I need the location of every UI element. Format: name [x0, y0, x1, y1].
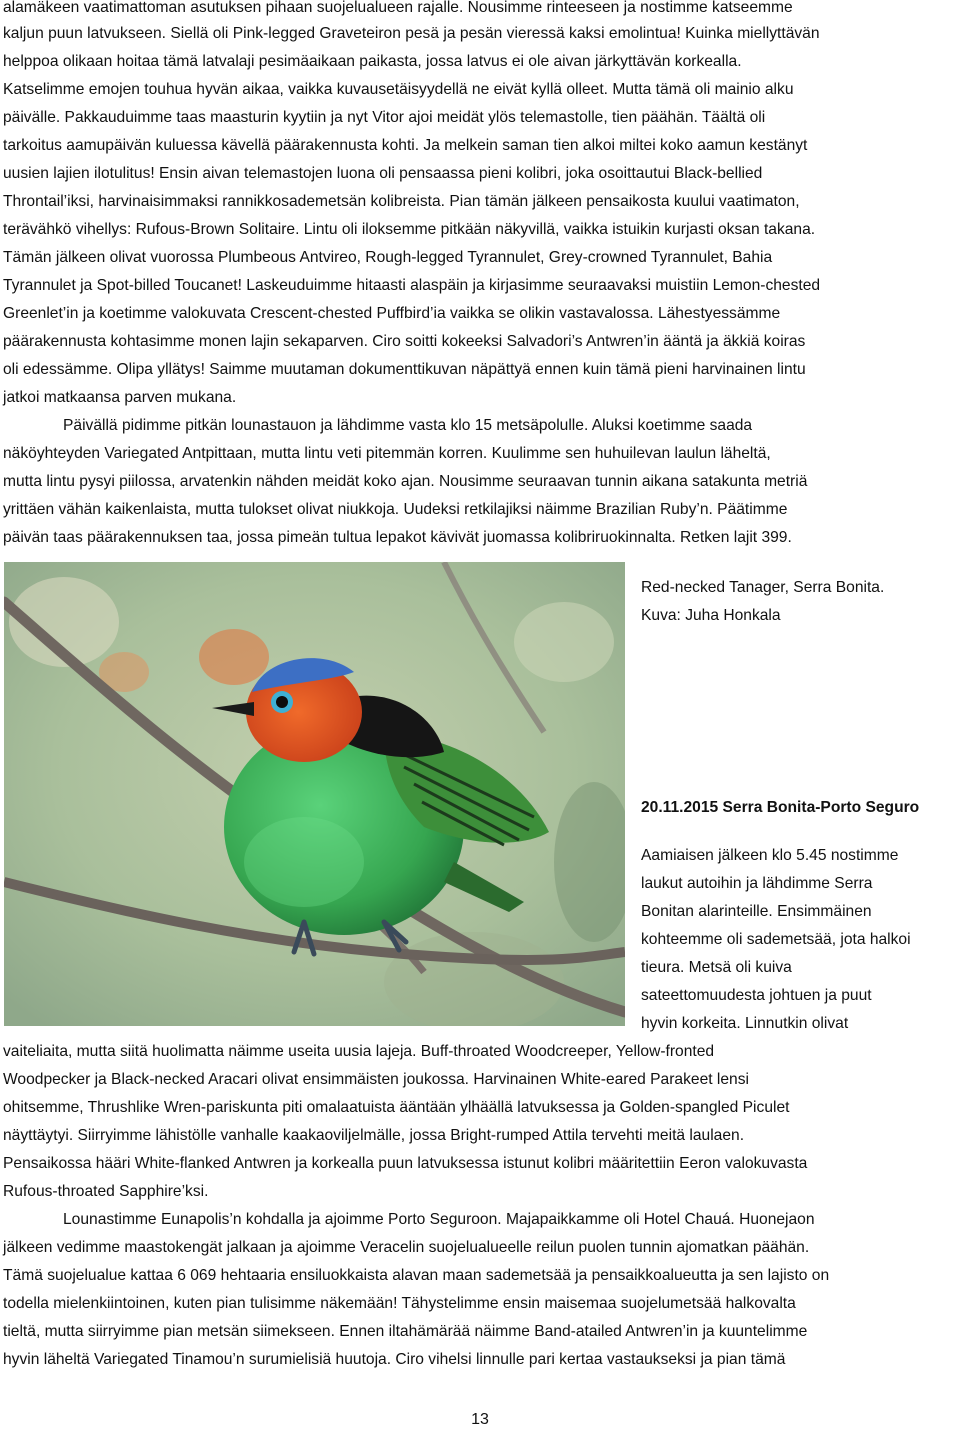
- text-line: Päivällä pidimme pitkän lounastauon ja lähdimme vasta klo 15 metsäpolulle. Aluksi koetimme saada: [63, 417, 753, 434]
- text-line: jälkeen vedimme maastokengät jalkaan ja ajoimme Veracelin suojelualueelle reilun puolen tunnin ajomatkan päähän.: [3, 1239, 810, 1256]
- text-line: Lounastimme Eunapolis’n kohdalla ja ajoimme Porto Seguroon. Majapaikkamme oli Hotel Chauá. Huonejaon: [63, 1211, 815, 1228]
- text-line: tieltä, mutta siirryimme pian metsän siimekseen. Ennen iltahämärää näimme Band-atailed Antwren’in ja kuuntelimme: [3, 1323, 808, 1340]
- text-line: Pensaikossa hääri White-flanked Antwren ja korkealla puun latvuksessa istunut kolibri määritettiin Eeron valokuvasta: [3, 1155, 808, 1172]
- section-heading: 20.11.2015 Serra Bonita-Porto Seguro: [641, 799, 920, 816]
- text-line: päivän taas päärakennuksen taa, jossa pimeän tultua lepakot kävivät juomassa kolibriruokinnalta. Retken lajit 399.: [3, 529, 792, 546]
- text-line: jatkoi matkaansa parven mukana.: [3, 389, 237, 406]
- text-line: sateettomuudesta johtuen ja puut: [641, 987, 872, 1004]
- tanager-illustration: [4, 562, 625, 1026]
- text-line: oli edessämme. Olipa yllätys! Saimme muutaman dokumenttikuvan näpättyä ennen kuin tämä pieni harvinainen lintu: [3, 361, 806, 378]
- text-line: Katselimme emojen touhua hyvän aikaa, vaikka kuvausetäisyydellä ne eivät kyllä olleet. Mutta tämä oli mainio alku: [3, 81, 794, 98]
- text-line: vaiteliaita, mutta siitä huolimatta näimme useita uusia lajeja. Buff-throated Woodcreeper, Yellow-fronted: [3, 1043, 715, 1060]
- text-line: terävähkö vihellys: Rufous-Brown Solitaire. Lintu oli iloksemme pitkään näkyvillä, vaikka istuikin kurjasti oksan takana.: [3, 221, 816, 238]
- text-line: uusien lajien ilotulitus! Ensin aivan telemastojen luona oli pensaassa pieni kolibri, joka osoittautui Black-bellied: [3, 165, 763, 182]
- text-line: Tyrannulet ja Spot-billed Toucanet! Laskeuduimme hitaasti alaspäin ja kirjasimme seuraavaksi muistiin Lemon-chested: [3, 277, 821, 294]
- text-line: mutta lintu pysyi piilossa, arvatenkin nähden meidät koko ajan. Nousimme seuraavan tunnin aikana satakunta metriä: [3, 473, 808, 490]
- text-line: päivälle. Pakkauduimme taas maasturin kyytiin ja nyt Vitor ajoi meidät ylös telemastolle, tien päähän. Täältä oli: [3, 109, 766, 126]
- text-line: Greenlet’in ja koetimme valokuvata Crescent-chested Puffbird’ia vaikka se olikin vastavalossa. Lähestyessämme: [3, 305, 781, 322]
- text-line: hyvin läheltä Variegated Tinamou’n surumielisiä huutoja. Ciro vihelsi linnulle pari kertaa vastaukseksi ja pian tämä: [3, 1351, 786, 1368]
- text-line: kaljun puun latvukseen. Siellä oli Pink-legged Graveteiron pesä ja pesän vieressä kaksi emolintua! Kuinka miellyttävän: [3, 25, 820, 42]
- text-line: laukut autoihin ja lähdimme Serra: [641, 875, 873, 892]
- text-line: helppoa olikaan hoitaa tämä latvalaji pesimäaikaan paikasta, jossa latvus ei ole aivan järkyttävän korkealla.: [3, 53, 742, 70]
- caption-credit: Kuva: Juha Honkala: [641, 607, 781, 624]
- caption-line: Red-necked Tanager, Serra Bonita.: [641, 579, 885, 596]
- text-line: Aamiaisen jälkeen klo 5.45 nostimme: [641, 847, 899, 864]
- text-line: hyvin korkeita. Linnutkin olivat: [641, 1015, 849, 1032]
- text-line: näköyhteyden Variegated Antpittaan, mutta lintu veti pitemmän korren. Kuulimme sen huhuilevan laulun läheltä,: [3, 445, 771, 462]
- text-line: näyttäytyi. Siirryimme lähistölle vanhalle kaakaoviljelmälle, jossa Bright-rumped Attila tervehti meitä laulaen.: [3, 1127, 745, 1144]
- text-line: kohteemme oli sademetsää, jota halkoi: [641, 931, 911, 948]
- text-line: Tämän jälkeen olivat vuorossa Plumbeous Antvireo, Rough-legged Tyrannulet, Grey-crowned Tyrannulet, Bahia: [3, 249, 773, 266]
- text-line: tarkoitus aamupäivän kuluessa kävellä päärakennusta kohti. Ja melkein saman tien alkoi miltei koko aamun kestänyt: [3, 137, 808, 154]
- text-line: Woodpecker ja Black-necked Aracari olivat ensimmäisten joukossa. Harvinainen White-eared Parakeet lensi: [3, 1071, 749, 1088]
- bird-photo: [4, 562, 625, 1026]
- text-line: Tämä suojelualue kattaa 6 069 hehtaaria ensiluokkaista alavan maan sademetsää ja pensaikkoalueutta ja sen lajisto on: [3, 1267, 830, 1284]
- text-line: Bonitan alarinteille. Ensimmäinen: [641, 903, 872, 920]
- text-line: Throntail’iksi, harvinaisimmaksi rannikkosademetsän kolibreista. Pian tämän jälkeen pensaikosta kuului vaatimaton,: [3, 193, 800, 210]
- text-line: todella mielenkiintoinen, kuten pian tulisimme näkemään! Tähystelimme ensin maisemaa suojelumetsää halkovalta: [3, 1295, 796, 1312]
- text-line: tieura. Metsä oli kuiva: [641, 959, 792, 976]
- text-line: yrittäen vähän kaikenlaista, mutta tulokset olivat niukkoja. Uudeksi retkilajiksi näimme Brazilian Ruby’n. Päätimme: [3, 501, 788, 518]
- text-line: Rufous-throated Sapphire’ksi.: [3, 1183, 209, 1200]
- text-line: päärakennusta kohtasimme monen lajin sekaparven. Ciro soitti kokeeksi Salvadori’s Antwren’in ääntä ja äkkiä koiras: [3, 333, 806, 350]
- text-line: alamäkeen vaatimattoman asutuksen pihaan suojelualueen rajalle. Nousimme rinteeseen ja nostimme katseemme: [3, 0, 793, 16]
- page-number: 13: [471, 1411, 489, 1428]
- text-line: ohitsemme, Thrushlike Wren-pariskunta piti omalaatuista ääntään ylhäällä latvuksessa ja Golden-spangled Piculet: [3, 1099, 790, 1116]
